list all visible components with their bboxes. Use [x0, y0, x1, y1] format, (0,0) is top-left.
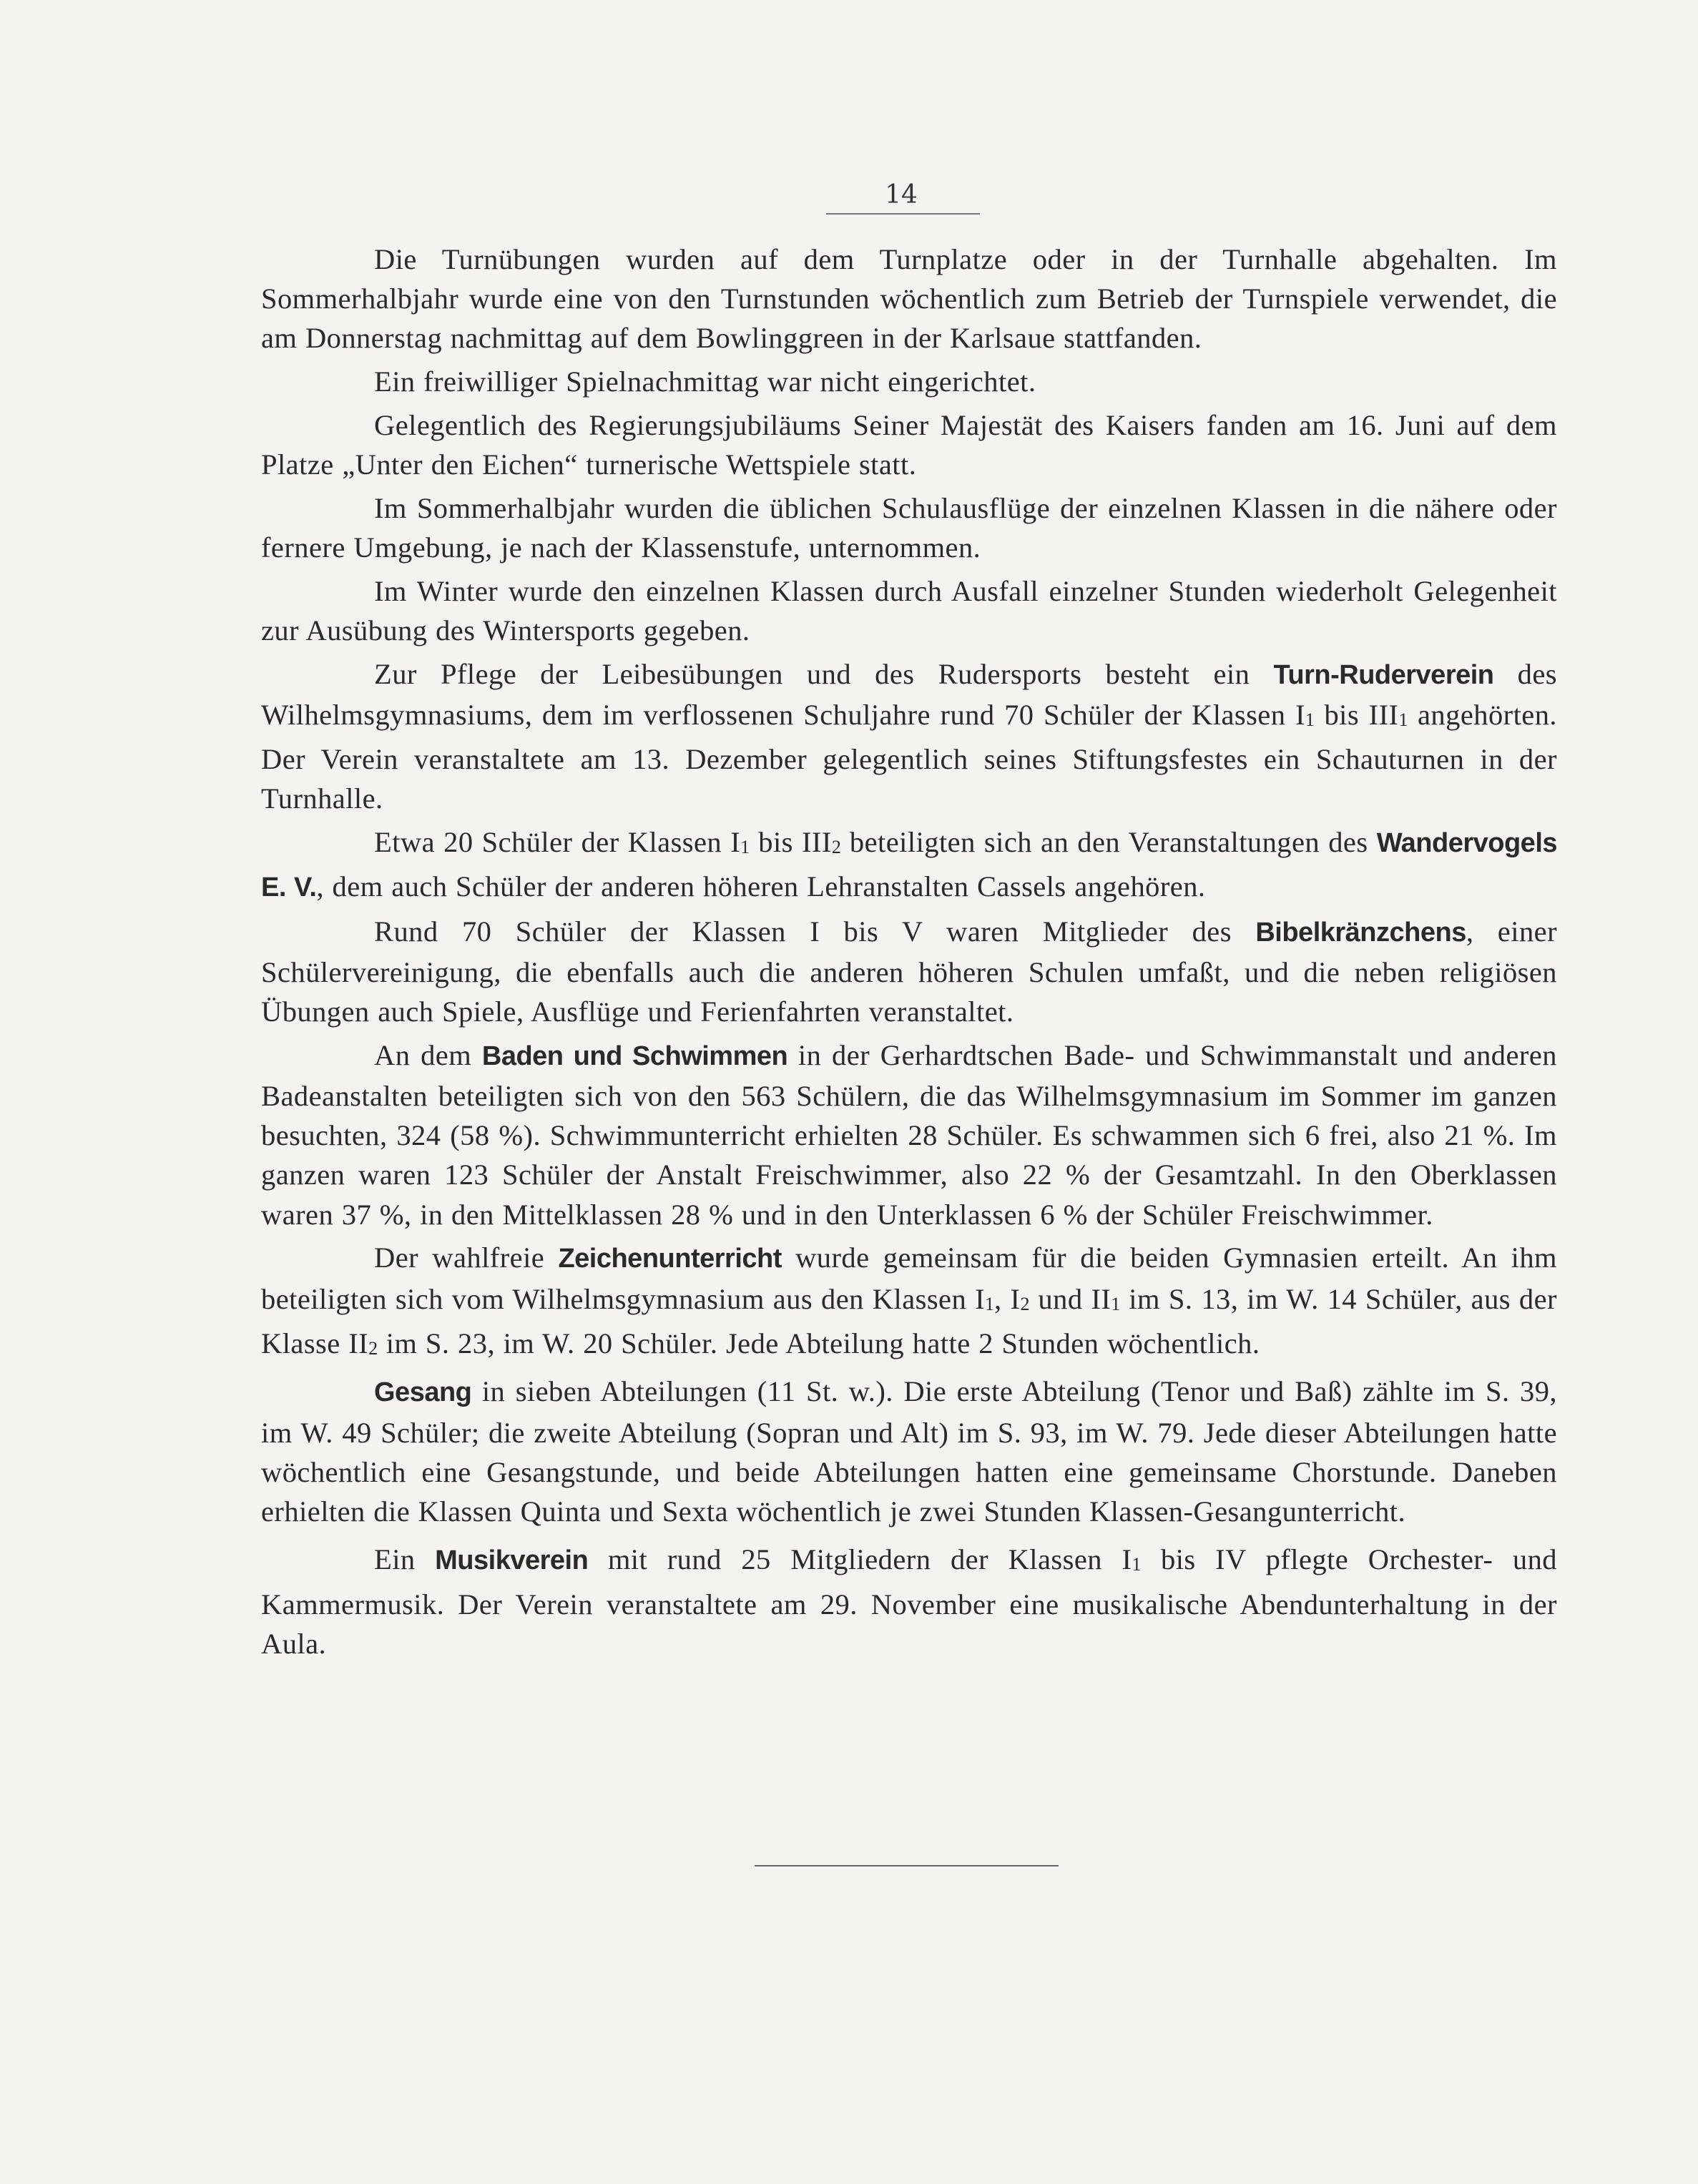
paragraph-text: und II	[1029, 1282, 1111, 1315]
emphasized-term: Zeichenunterricht	[558, 1244, 782, 1274]
paragraph-text: wurde gemeinsam für die beiden Gymnasien erteilt. An ihm beteiligten sich vom Wilhelmsgymnasium aus den Klassen I	[261, 1241, 1557, 1315]
paragraph-text: , dem auch Schüler der anderen höheren Lehranstalten Cassels angehören.	[316, 870, 1206, 903]
class-subscript: 1	[1305, 709, 1315, 730]
paragraph-text: in sieben Abteilungen (11 St. w.). Die erste Abteilung (Tenor und Baß) zählte im S. 39, im W. 49 Schüler; die zweite Abteilung (Sopran und Alt) im S. 93, im W. 79. Jede dieser Abteilungen hatte wöchentlich eine Gesangstunde, und beide Abteilungen hatten eine gemeinsame Chorstunde. Daneben erhielten die Klassen Quinta und Sexta wöchentlich je zwei Stunden Klassen-Gesangunterricht.	[261, 1375, 1557, 1528]
paragraph	[261, 362, 1557, 401]
paragraph-text: mit rund 25 Mitgliedern der Klassen I	[588, 1543, 1132, 1576]
paragraph	[261, 1372, 1557, 1531]
paragraph	[261, 571, 1557, 650]
body-text	[261, 240, 1557, 1667]
class-subscript: 2	[831, 836, 841, 857]
paragraph-text: im S. 13, im W. 14 Schüler, aus der Klasse II	[261, 1282, 1557, 1359]
paragraph	[261, 1238, 1557, 1368]
emphasized-term: Bibelkränzchens	[1255, 917, 1466, 948]
paragraph-text: bis III	[1314, 698, 1399, 731]
paragraph-text: , einer Schülervereinigung, die ebenfalls auch die anderen höheren Schulen umfaßt, und die neben religiösen Übungen auch Spiele, Ausflüge und Ferienfahrten veranstaltet.	[261, 915, 1558, 1028]
paragraph-text: Im Winter wurde den einzelnen Klassen durch Ausfall einzelner Stunden wiederholt Gelegenheit zur Ausübung des Wintersports gegeben.	[261, 574, 1557, 646]
paragraph	[261, 488, 1557, 567]
emphasized-term: Baden und Schwimmen	[481, 1041, 788, 1071]
paragraph-text: Im Sommerhalbjahr wurden die üblichen Schulausflüge der einzelnen Klassen in die nähere oder fernere Umgebung, je nach der Klassenstufe, unternommen.	[261, 491, 1557, 564]
paragraph-text: Gelegentlich des Regierungsjubiläums Seiner Majestät des Kaisers fanden am 16. Juni auf dem Platze „Unter den Eichen“ turnerische Wettspiele statt.	[261, 408, 1557, 481]
paragraph	[261, 1036, 1557, 1234]
paragraph-text: Die Turnübungen wurden auf dem Turnplatze oder in der Turnhalle abgehalten. Im Sommerhalbjahr wurde eine von den Turnstunden wöchentlich zum Betrieb der Turnspiele verwendet, die am Donnerstag nachmittag auf dem Bowlinggreen in der Karlsaue stattfanden.	[261, 243, 1557, 355]
paragraph-text: An dem	[374, 1038, 482, 1071]
paragraph	[261, 654, 1557, 819]
paragraph-text: im S. 23, im W. 20 Schüler. Jede Abteilung hatte 2 Stunden wöchentlich.	[378, 1327, 1260, 1359]
paragraph-text: Der wahlfreie	[374, 1241, 559, 1274]
paragraph	[261, 912, 1557, 1032]
paragraph	[261, 1540, 1557, 1663]
paragraph-text: Ein freiwilliger Spielnachmittag war nicht eingerichtet.	[374, 365, 1036, 398]
end-rule	[755, 1865, 1059, 1866]
class-subscript: 2	[368, 1337, 378, 1359]
class-subscript: 1	[1111, 1293, 1121, 1314]
page-number-rule	[826, 213, 980, 215]
emphasized-term: Turn-Ruderverein	[1273, 659, 1494, 690]
paragraph-text: Etwa 20 Schüler der Klassen I	[374, 825, 741, 858]
paragraph-text: bis IV pflegte Orchester- und Kammermusik. Der Verein veranstaltete am 29. November eine musikalische Abendunterhaltung in der Aula.	[261, 1543, 1557, 1660]
paragraph-text: Zur Pflege der Leibesübungen und des Rudersports besteht ein	[374, 657, 1274, 690]
paragraph-text: beteiligten sich an den Veranstaltungen des	[840, 825, 1377, 858]
class-subscript: 2	[1020, 1293, 1030, 1314]
emphasized-term: Musikverein	[435, 1545, 589, 1576]
emphasized-term: Gesang	[374, 1377, 472, 1408]
paragraph-text: Rund 70 Schüler der Klassen I bis V waren Mitglieder des	[374, 915, 1256, 948]
paragraph-text: angehörten. Der Verein veranstaltete am 13. Dezember gelegentlich seines Stiftungsfestes ein Schauturnen in der Turnhalle.	[261, 698, 1557, 815]
class-subscript: 1	[985, 1293, 995, 1314]
paragraph-text: des Wilhelmsgymnasiums, dem im verflossenen Schuljahre rund 70 Schüler der Klassen I	[261, 657, 1558, 731]
paragraph-text: bis III	[750, 825, 832, 858]
paragraph-text: Ein	[374, 1543, 436, 1576]
page-number: 14	[885, 180, 918, 210]
paragraph-text: , I	[994, 1282, 1021, 1315]
emphasized-term: Wandervogels E. V.	[261, 827, 1558, 903]
class-subscript: 1	[1398, 709, 1408, 730]
paragraph	[261, 822, 1557, 907]
class-subscript: 1	[1132, 1554, 1142, 1575]
paragraph-text: in der Gerhardtschen Bade- und Schwimmanstalt und anderen Badeanstalten beteiligten sich von den 563 Schülern, die das Wilhelmsgymnasium im Sommer im ganzen besuchten, 324 (58 %). Schwimmunterricht erhielten 28 Schüler. Es schwammen sich 6 frei, also 21 %. Im ganzen waren 123 Schüler der Anstalt Freischwimmer, also 22 % der Gesamtzahl. In den Oberklassen waren 37 %, in den Mittelklassen 28 % und in den Unterklassen 6 % der Schüler Freischwimmer.	[261, 1038, 1557, 1231]
class-subscript: 1	[740, 836, 750, 857]
paragraph	[261, 240, 1557, 358]
paragraph	[261, 405, 1557, 484]
